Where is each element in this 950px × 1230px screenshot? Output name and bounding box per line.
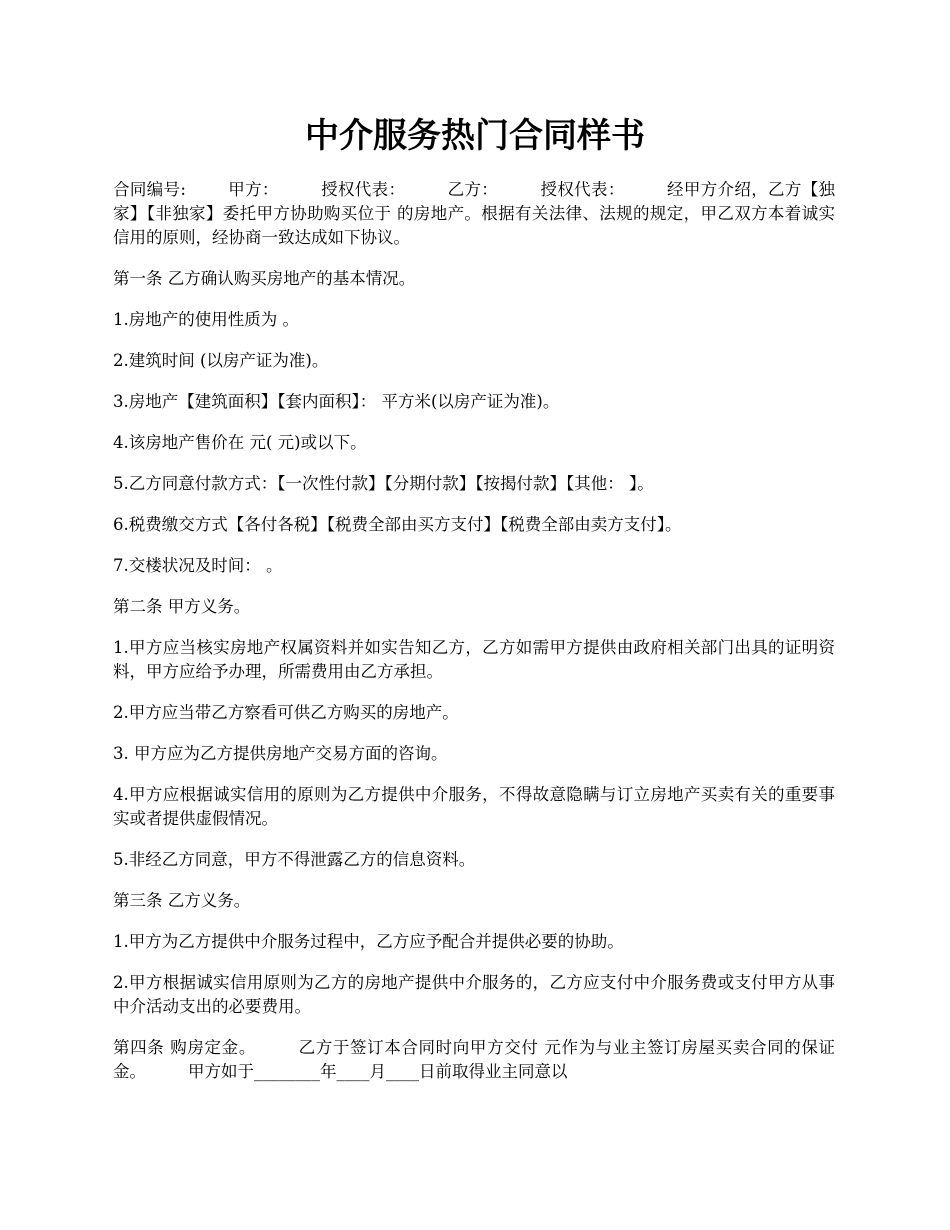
auth-rep-label-1: 授权代表： [320, 180, 406, 199]
clause-paragraph: 第三条 乙方义务。 [113, 891, 251, 910]
article4-text-2: 甲方如于________年____月____日前取得业主同意以 [188, 1062, 568, 1081]
clause-paragraph: 6.税费缴交方式【各付各税】【税费全部由买方支付】【税费全部由卖方支付】。 [113, 515, 682, 534]
clause-paragraph: 3. 甲方应为乙方提供房地产交易方面的咨询。 [113, 744, 448, 763]
clause-paragraph: 2.甲方应当带乙方察看可供乙方购买的房地产。 [113, 703, 459, 722]
clause-paragraph: 7.交楼状况及时间： 。 [113, 556, 283, 575]
article4-paragraph [113, 1036, 835, 1084]
clause-paragraph: 1.甲方应当核实房地产权属资料并如实告知乙方，乙方如需甲方提供由政府相关部门出具的证明资料，甲方应给予办理，所需费用由乙方承担。 [113, 638, 835, 681]
clause-paragraph: 2.甲方根据诚实信用原则为乙方的房地产提供中介服务的，乙方应支付中介服务费或支付甲方从事中介活动支出的必要费用。 [113, 973, 835, 1016]
clause-paragraph: 1.甲方为乙方提供中介服务过程中，乙方应予配合并提供必要的协助。 [113, 932, 624, 951]
clause-paragraph: 2.建筑时间 (以房产证为准)。 [113, 351, 329, 370]
clause-paragraph: 3.房地产【建筑面积】【套内面积】： 平方米(以房产证为准)。 [113, 392, 560, 411]
clause-paragraph: 5.非经乙方同意，甲方不得泄露乙方的信息资料。 [113, 850, 476, 869]
clause-paragraph: 4.该房地产售价在 元( 元)或以下。 [113, 433, 367, 452]
party-b-label: 乙方： [447, 180, 499, 199]
clause-paragraph: 1.房地产的使用性质为 。 [113, 310, 299, 329]
clause-paragraph: 5.乙方同意付款方式：【一次性付款】【分期付款】【按揭付款】【其他： 】。 [113, 474, 654, 493]
clause-paragraph: 4.甲方应根据诚实信用的原则为乙方提供中介服务，不得故意隐瞒与订立房地产买卖有关的重要事实或者提供虚假情况。 [113, 785, 835, 828]
article4-heading: 第四条 购房定金。 [113, 1038, 256, 1057]
intro-text: 经甲方介绍，乙方【独家】【非独家】委托甲方协助购买位于 的房地产。根据有关法律、法规的规定，甲乙双方本着诚实信用的原则，经协商一致达成如下协议。 [113, 180, 836, 247]
article4-text-1: 乙方于签订本合同时向甲方交付 元作为与业主签订房屋买卖合同的保证金。 [113, 1038, 835, 1081]
clause-paragraph: 第二条 甲方义务。 [113, 597, 251, 616]
intro-paragraph [113, 178, 835, 250]
clause-paragraph: 第一条 乙方确认购买房地产的基本情况。 [113, 269, 416, 288]
auth-rep-label-2: 授权代表： [540, 180, 625, 199]
contract-number-label: 合同编号: [113, 180, 186, 199]
document-title: 中介服务热门合同样书 [305, 116, 645, 156]
document-body [113, 178, 835, 1101]
party-a-label: 甲方： [227, 180, 279, 199]
